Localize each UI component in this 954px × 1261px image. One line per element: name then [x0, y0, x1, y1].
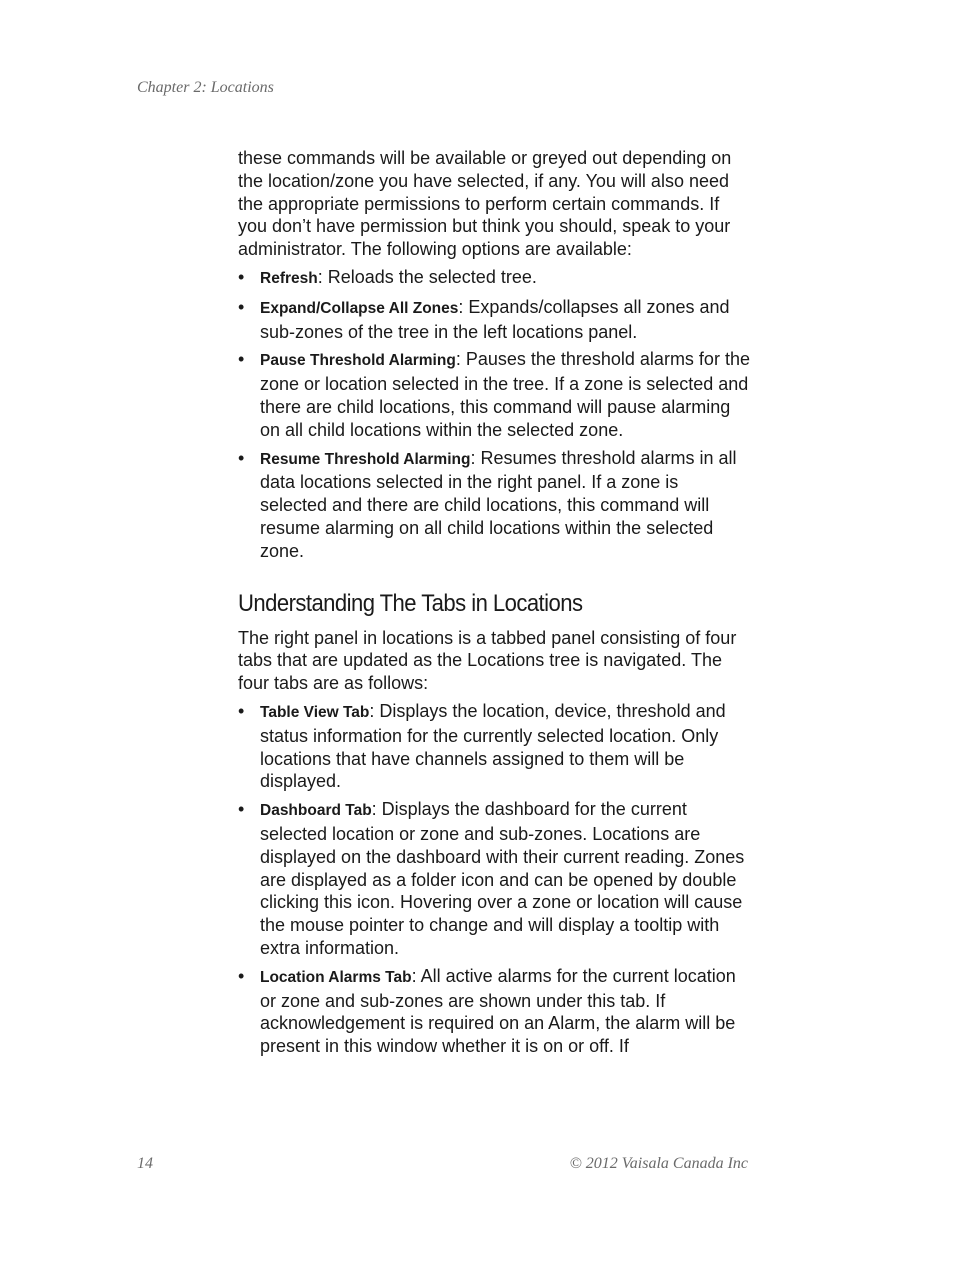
- section-heading: Understanding The Tabs in Locations: [238, 589, 583, 617]
- tab-description: : All active alarms for the current location or zone and sub-zones are shown under this tab. If acknowledgement is required on an Alarm, the alarm will be present in this window whether it is on or off. If: [260, 965, 736, 1057]
- page-number: 14: [137, 1155, 153, 1172]
- list-item: [238, 266, 750, 291]
- bullet-icon: •: [238, 799, 245, 820]
- list-item: [238, 700, 750, 793]
- list-item: [238, 447, 750, 563]
- option-description: : Expands/collapses all zones and sub-zones of the tree in the left locations panel.: [260, 296, 730, 342]
- option-description: : Pauses the threshold alarms for the zone or location selected in the tree. If a zone is selected and there are child locations, this command will pause alarming on all child locations within the selected zone.: [260, 349, 750, 440]
- option-description: : Resumes threshold alarms in all data locations selected in the right panel. If a zone is selected and there are child locations, this command will resume alarming on all child locations within the selected zone.: [260, 447, 737, 561]
- running-header: Chapter 2: Locations: [137, 79, 274, 96]
- options-list: [238, 266, 750, 563]
- tab-term: Dashboard Tab: [260, 802, 372, 820]
- tab-term: Table View Tab: [260, 703, 370, 721]
- page-body: [238, 147, 750, 1063]
- copyright-notice: © 2012 Vaisala Canada Inc: [569, 1155, 748, 1172]
- bullet-icon: •: [238, 447, 245, 468]
- tab-term: Location Alarms Tab: [260, 968, 412, 986]
- bullet-icon: •: [238, 700, 245, 721]
- option-description: : Reloads the selected tree.: [317, 266, 537, 287]
- bullet-icon: •: [238, 296, 245, 317]
- list-item: [238, 798, 750, 960]
- option-term: Refresh: [260, 269, 318, 287]
- bullet-icon: •: [238, 965, 245, 986]
- tabs-list: [238, 700, 750, 1058]
- option-term: Expand/Collapse All Zones: [260, 299, 459, 317]
- intro-paragraph: these commands will be available or greyed out depending on the location/zone you have selected, if any. You will also need the appropriate permissions to perform certain commands. If you don’t have permission but think you should, speak to your administrator. The following options are available:: [238, 148, 732, 260]
- list-item: [238, 965, 750, 1058]
- list-item: [238, 348, 750, 441]
- list-item: [238, 296, 750, 344]
- bullet-icon: •: [238, 266, 245, 287]
- bullet-icon: •: [238, 349, 245, 370]
- option-term: Resume Threshold Alarming: [260, 450, 471, 468]
- section-intro-paragraph: The right panel in locations is a tabbed panel consisting of four tabs that are updated as the Locations tree is navigated. The four tabs are as follows:: [238, 627, 737, 694]
- option-term: Pause Threshold Alarming: [260, 352, 456, 370]
- tab-description: : Displays the location, device, threshold and status information for the currently selected location. Only locations that have channels assigned to them will be displayed.: [260, 700, 726, 792]
- tab-description: : Displays the dashboard for the current selected location or zone and sub-zones. Locations are displayed on the dashboard with their current reading. Zones are displayed as a folder icon and can be opened by double clicking this icon. Hovering over a zone or location will cause the mouse pointer to change and will display a tooltip with extra information.: [260, 799, 745, 958]
